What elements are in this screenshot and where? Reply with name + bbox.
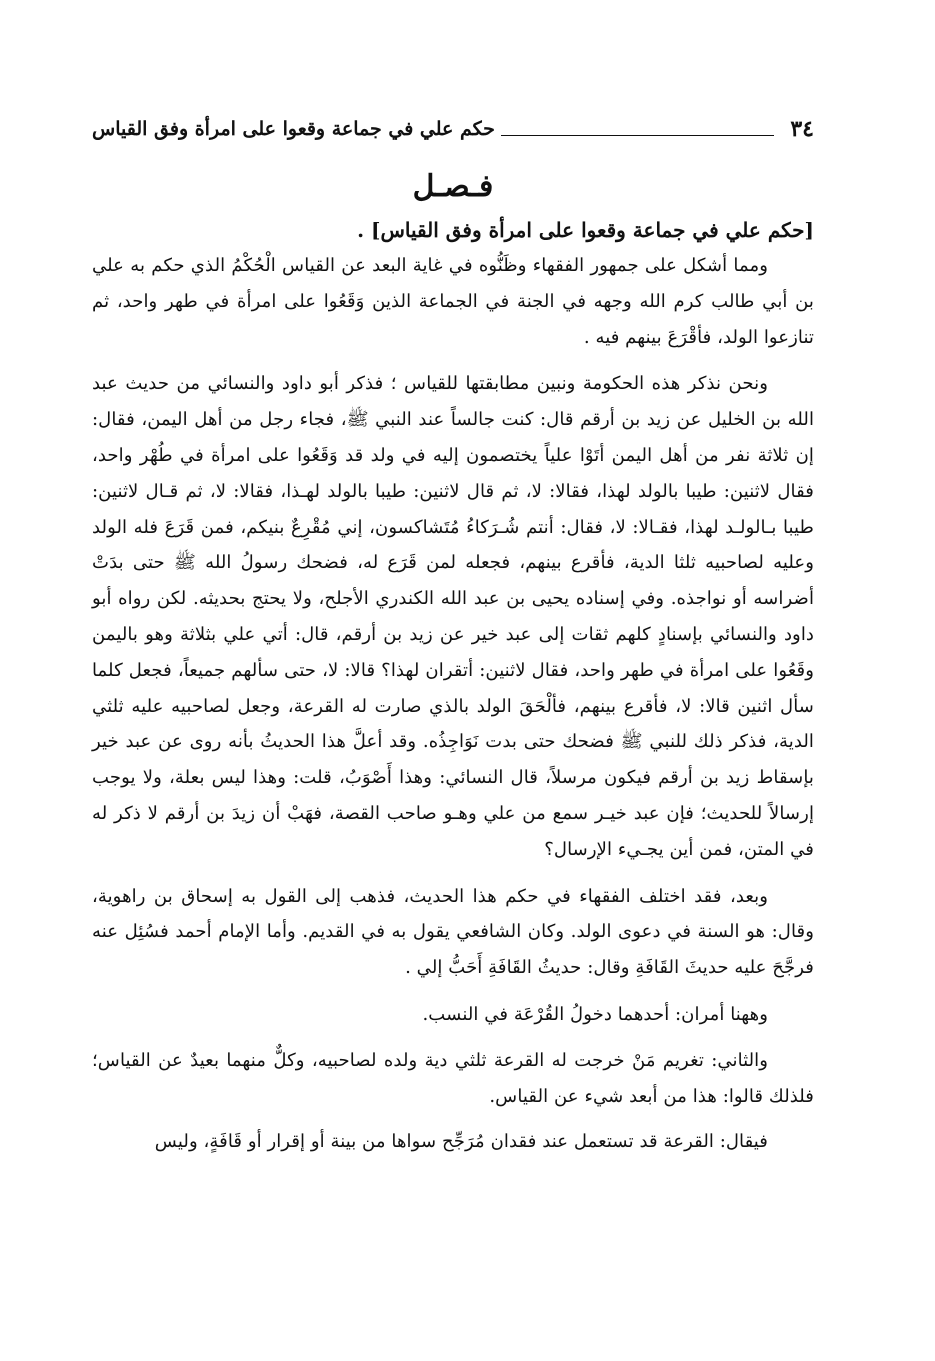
paragraph-4: وههنا أمران: أحدهما دخولُ القُرْعَة في النسب. [422, 1003, 768, 1025]
paragraph-3: وبعد، فقد اختلف الفقهاء في حكم هذا الحديث، فذهب إلى القول به إسحاق بن راهوية، وقال: هو السنة في دعوى الولد. وكان الشافعي يقول به في القديم. وأما الإمام أحمد فسُئِل عنه فرجَّحَ عليه حديثَ القَافَةِ وقال: حديثُ القَافَةِ أَحَبُّ إلي . [92, 885, 814, 979]
paragraph-6: فيقال: القرعة قد تستعمل عند فقدان مُرَجِّح سواها من بينة أو إقرار أو قَافَةٍ، وليس [154, 1131, 768, 1153]
page-number: ٣٤ [790, 116, 814, 142]
paragraph-5: والثاني: تغريم مَنْ خرجت له القرعة ثلثي دية ولده لصاحبيه، وكلٌّ منهما بعيدٌ عن القياس؛ فلذلك قالوا: هذا من أبعد شيء عن القياس. [92, 1049, 814, 1107]
running-title: حكم علي في جماعة وقعوا على امرأة وفق القياس [92, 118, 495, 140]
book-page [92, 110, 814, 1170]
chapter-title: فـصـل [412, 169, 494, 204]
section-heading: [حكم علي في جماعة وقعوا على امرأة وفق القياس] . [357, 218, 814, 242]
header-rule [501, 135, 774, 136]
running-header [92, 110, 814, 148]
paragraph-1: ومما أشكل على جمهور الفقهاء وظَنُّوه في غاية البعد عن القياس الْحُكْمُ الذي حكم به علي بن أبي طالب كرم الله وجهه في الجنة في الجماعة الذين وَقَعُوا على امرأة في طهر واحد، ثم تنازعوا الولد، فأقْرَعَ بينهم فيه . [92, 255, 814, 348]
paragraph-2: ونحن نذكر هذه الحكومة ونبين مطابقتها للقياس ؛ فذكر أبو داود والنسائي من حديث عبد الله بن الخليل عن زيد بن أرقم قال: كنت جالساً عند النبي ﷺ، فجاء رجل من أهل اليمن، فقال: إن ثلاثة نفر من أهل اليمن أتَوْا علياً يختصمون إليه في ولد قد وَقَعُوا على امرأة في طُهْر واحد، فقال لاثنين: طيبا بالولد لهذا، فقالا: لا، ثم قال لاثنين: طيبا بالولد لهـذا، فقالا: لا، ثم قـال لاثنين: طيبا بـالولـد لهذا، فقـالا: لا، فقال: أنتم شُـرَكاءُ مُتَشاكسون، إني مُقْرِعٌ بنيكم، فمن قَرَعَ فله الولد وعليه لصاحبيه ثلثا الدية، فأقرع بينهم، فجعله لمن قَرَع له، فضحك رسولُ الله ﷺ حتى بدَتْ أضراسه أو نواجذه. وفي إسناده يحيى بن عبد الله الكندري الأجلح، ولا يحتج بحديثه. لكن رواه أبو داود والنسائي بإسنادٍ كلهم ثقات إلى عبد خير عن زيد بن أرقم، قال: أتي علي بثلاثة وهو باليمن وقَعُوا على امرأة في طهر واحد، فقال لاثنين: أتقران لهذا؟ قالا: لا، حتى سألهم جميعاً، فجعل كلما سأل اثنين قالا: لا، فأقرع بينهم، فألْحَقَ الولد بالذي صارت له القرعة، وجعل لصاحبيه عليه ثلثي الدية، فذكر ذلك للنبي ﷺ فضحك حتى بدت نَوَاجِذُه. وقد أعلَّ هذا الحديثُ بأنه روى عن عبد خير بإسقاط زيد بن أرقم فيكون مرسلاً، قال النسائي: وهذا أَصْوَبُ، قلت: وهذا ليس بعلة، ولا يوجب إرسالاً للحديث؛ فإن عبد خيـر سمع من علي وهـو صاحب القصة، فهَبْ أن زيدَ بن أرقم لا ذكر له في المتن، فمن أين يجـيء الإرسال؟ [92, 373, 814, 860]
